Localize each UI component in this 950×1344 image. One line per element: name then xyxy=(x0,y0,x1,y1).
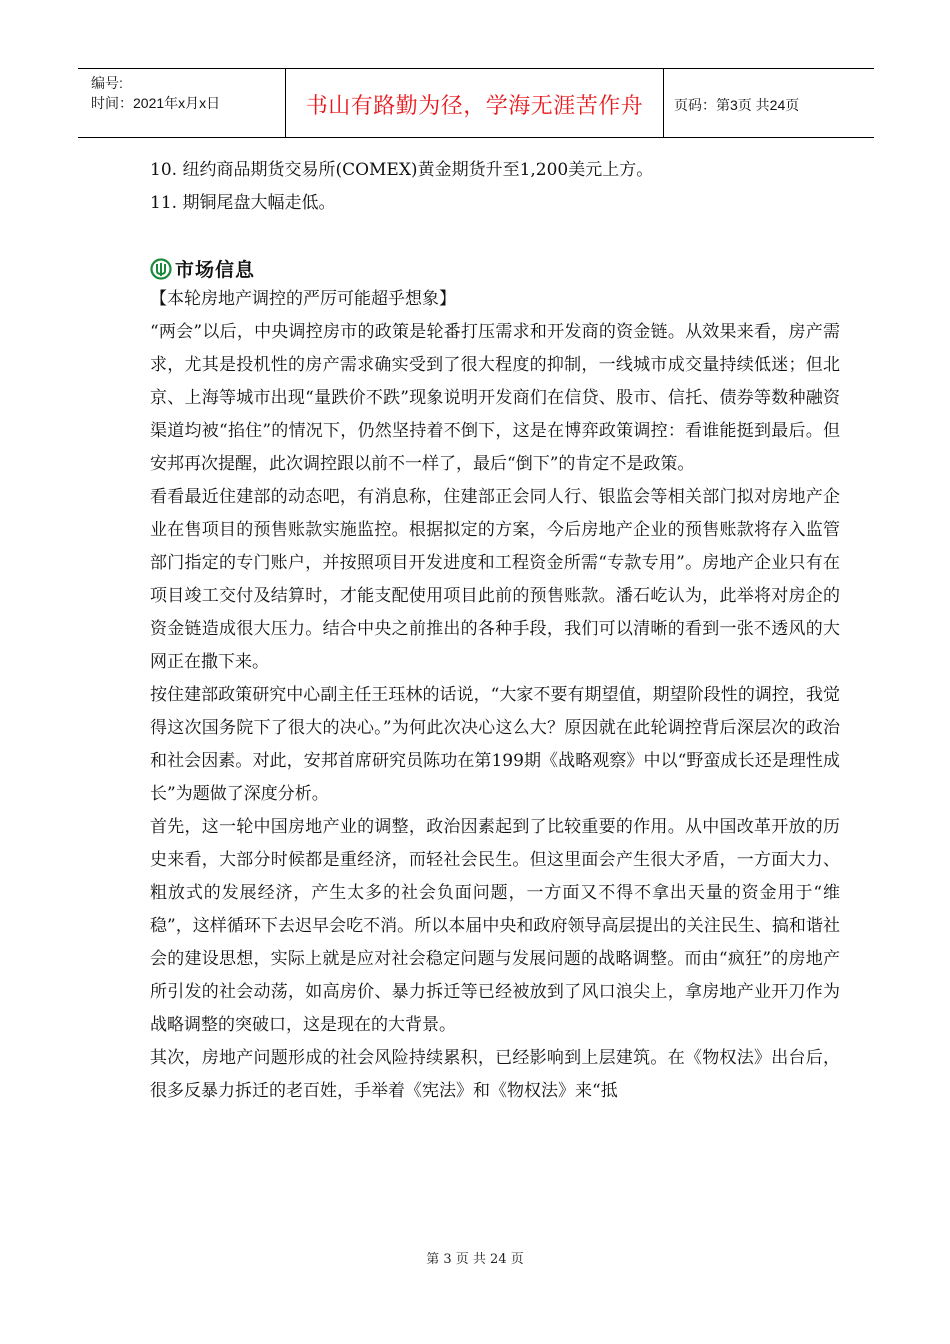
number-label: 编号: xyxy=(91,75,123,91)
section-title: 市场信息 xyxy=(175,259,256,281)
paragraph: 首先，这一轮中国房地产业的调整，政治因素起到了比较重要的作用。从中国改革开放的历史来看，大部分时候都是重经济，而轻社会民生。但这里面会产生很大矛盾，一方面大力、粗放式的发展经济，产生太多的社会负面问题，一方面又不得不拿出天量的资金用于“维稳”，这样循环下去迟早会吃不消。所以本届中央和政府领导高层提出的关注民生、搞和谐社会的建设思想，实际上就是应对社会稳定问题与发展问题的战略调整。而由“疯狂”的房地产所引发的社会动荡，如高房价、暴力拆迁等已经被放到了风口浪尖上，拿房地产业开刀作为战略调整的突破口，这是现在的大背景。 xyxy=(150,817,840,1035)
list-item: 10. 纽约商品期货交易所(COMEX)黄金期货升至1,200美元上方。 xyxy=(150,160,654,180)
market-logo-icon xyxy=(150,258,172,280)
paragraph: 其次，房地产问题形成的社会风险持续累积，已经影响到上层建筑。在《物权法》出台后，很多反暴力拆迁的老百姓，手举着《宪法》和《物权法》来“抵 xyxy=(150,1048,840,1101)
page-footer: 第 3 页 共 24 页 xyxy=(426,1252,524,1267)
time-label: 时间：2021年x月x日 xyxy=(91,95,221,111)
section-heading xyxy=(150,255,255,282)
header-page-info: 页码：第3页 共24页 xyxy=(674,96,800,113)
header-meta xyxy=(78,69,286,137)
paragraph: 看看最近住建部的动态吧，有消息称，住建部正会同人行、银监会等相关部门拟对房地产企业在售项目的预售账款实施监控。根据拟定的方案，今后房地产企业的预售账款将存入监管部门指定的专门账户，并按照项目开发进度和工程资金所需“专款专用”。房地产企业只有在项目竣工交付及结算时，才能支配使用项目此前的预售账款。潘石屹认为，此举将对房企的资金链造成很大压力。结合中央之前推出的各种手段，我们可以清晰的看到一张不透风的大网正在撒下来。 xyxy=(150,487,840,672)
paragraph: 按住建部政策研究中心副主任王珏林的话说，“大家不要有期望值，期望阶段性的调控，我觉得这次国务院下了很大的决心。”为何此次决心这么大？原因就在此轮调控背后深层次的政治和社会因素。对此，安邦首席研究员陈功在第199期《战略观察》中以“野蛮成长还是理性成长”为题做了深度分析。 xyxy=(150,685,840,804)
article-body xyxy=(150,316,840,1108)
article-title: 【本轮房地产调控的严厉可能超乎想象】 xyxy=(150,289,456,309)
list-item: 11. 期铜尾盘大幅走低。 xyxy=(150,193,336,213)
page-header xyxy=(78,68,874,138)
paragraph: “两会”以后，中央调控房市的政策是轮番打压需求和开发商的资金链。从效果来看，房产需求，尤其是投机性的房产需求确实受到了很大程度的抑制，一线城市成交量持续低迷；但北京、上海等城市出现“量跌价不跌”现象说明开发商们在信贷、股市、信托、债券等数种融资渠道均被“掐住”的情况下，仍然坚持着不倒下，这是在博弈政策调控：看谁能挺到最后。但安邦再次提醒，此次调控跟以前不一样了，最后“倒下”的肯定不是政策。 xyxy=(150,322,840,474)
header-motto: 书山有路勤为径，学海无涯苦作舟 xyxy=(286,69,664,137)
